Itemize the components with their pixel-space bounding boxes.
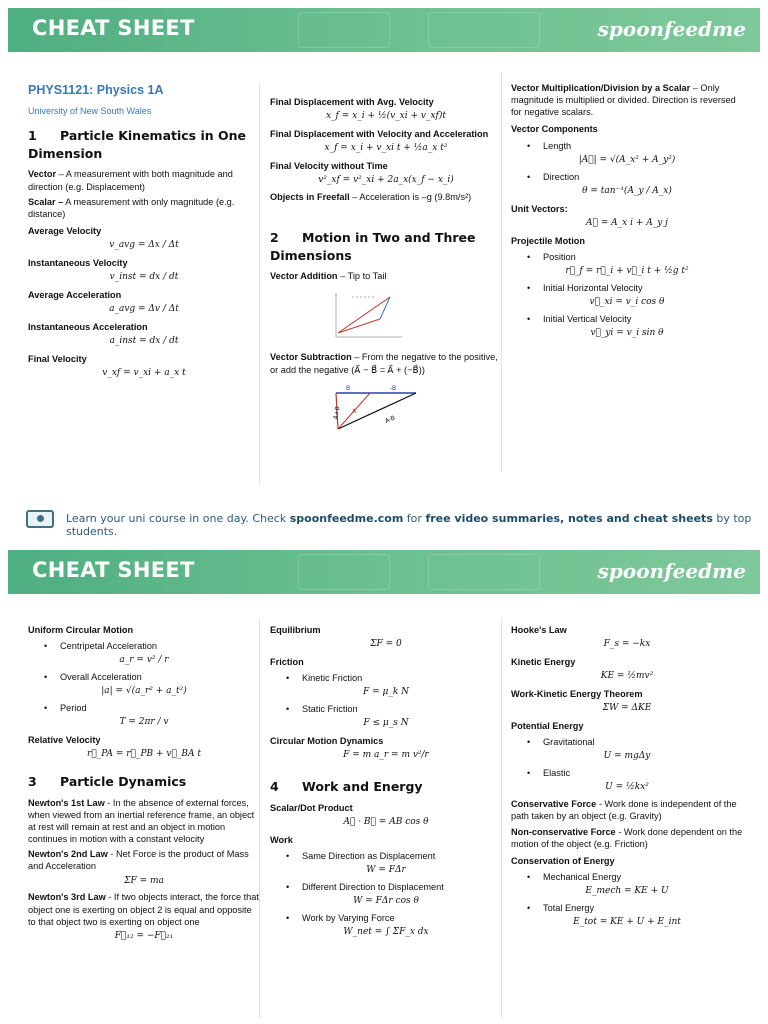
eq-final-velocity: v_xf = v_xi + a_x t	[102, 368, 186, 379]
eq-kinetic-energy: KE = ½mv²	[600, 671, 654, 682]
promo-text: Learn your uni course in one day. Check spoonfeedme.com for free video summaries, notes and cheat sheets by top students.	[66, 512, 752, 538]
university-name: University of New South Wales	[28, 105, 152, 116]
column-3	[511, 72, 743, 344]
column-1	[28, 72, 260, 384]
heading-work: Work	[270, 834, 293, 845]
figure-label-a-plus-b: A+B	[332, 405, 342, 420]
header-banner-2	[8, 550, 760, 594]
bullet-different-direction: • Different Direction to Displacement	[270, 881, 502, 893]
heading-relative-velocity: Relative Velocity	[28, 735, 101, 746]
figure-label-b: B	[346, 384, 351, 392]
eq-final-velocity-no-time: v²_xf = v²_xi + 2a_x(x_f − x_i)	[318, 175, 454, 186]
heading-circular-motion-dynamics: Circular Motion Dynamics	[270, 736, 384, 747]
eq-same-direction: W = FΔr	[366, 865, 406, 875]
figure-label-neg-b: -B	[390, 384, 397, 392]
column-2	[270, 72, 502, 440]
eq-varying-force: W_net = ∫ ΣF_x dx	[343, 927, 429, 938]
bullet-static-friction: • Static Friction	[270, 703, 502, 715]
eq-static-friction: F ≤ μ_s N	[363, 718, 409, 729]
conservative-force-note: Conservative Force - Work done is independent of the path taken by an object (e.g. Gravity)	[511, 799, 737, 822]
eq-kinetic-friction: F = μ_k N	[362, 687, 410, 698]
newton-third-law: Newton's 3rd Law - If two objects interact, the force that object one is exerting on object 2 is equal and opposite to that object two is exerting on object one	[28, 892, 259, 927]
vector-subtraction-note: Vector Subtraction – From the negative to the positive, or add the negative (A⃗ − B⃗ = A⃗ + (−B⃗))	[270, 352, 498, 375]
brand-logo-2[interactable]: spoonfeedme	[597, 559, 746, 583]
eq-average-acceleration: a_avg = Δv / Δt	[109, 304, 179, 315]
section-heading-1: 1 Particle Kinematics in One Dimension	[28, 128, 247, 161]
eq-average-velocity: v_avg = Δx / Δt	[109, 240, 179, 251]
brand-logo[interactable]: spoonfeedme	[597, 17, 746, 41]
figure-label-a-minus-b: A-B	[384, 414, 397, 425]
bullet-period: • Period	[28, 702, 260, 714]
figure-label-a: A	[352, 407, 357, 415]
eq-newton-second-law: ΣF = ma	[124, 875, 164, 886]
heading-conservation-of-energy: Conservation of Energy	[511, 855, 615, 866]
bullet-kinetic-friction: • Kinetic Friction	[270, 672, 502, 684]
column-1-p2	[28, 614, 260, 947]
cheat-sheet-title-2: CHEAT SHEET	[32, 558, 195, 582]
heading-equilibrium: Equilibrium	[270, 625, 321, 635]
heading-dot-product: Scalar/Dot Product	[270, 802, 353, 813]
promo-footer	[8, 500, 760, 538]
course-code: PHYS1121: Physics 1A	[28, 83, 164, 97]
scalar-definition: Scalar – A measurement with only magnitude (e.g. distance)	[28, 196, 235, 219]
eq-total-energy: E_tot = KE + U + E_int	[573, 917, 681, 928]
eq-position: r⃗_f = r⃗_i + v⃗_i t + ½g t²	[565, 265, 689, 276]
eq-initial-vertical-velocity: v⃗_yi = v_i sin θ	[590, 327, 664, 338]
eq-mechanical-energy: E_mech = KE + U	[585, 886, 669, 897]
eq-dot-product: A⃗ · B⃗ = AB cos θ	[343, 816, 429, 827]
non-conservative-force-note: Non-conservative Force - Work done dependent on the motion of the object (e.g. Friction)	[511, 826, 743, 849]
eq-final-displacement-avg: x_f = x_i + ½(v_xi + v_xf)t	[325, 111, 447, 122]
eq-unit-vectors: A⃗ = A_x i + A_y j	[586, 217, 668, 228]
heading-final-velocity: Final Velocity	[28, 354, 87, 364]
section-heading-4: 4 Work and Energy	[270, 779, 423, 795]
heading-potential-energy: Potential Energy	[511, 721, 584, 732]
bullet-varying-force: • Work by Varying Force	[270, 912, 502, 924]
page-1	[8, 72, 760, 492]
bullet-initial-vertical-velocity: • Initial Vertical Velocity	[511, 313, 743, 325]
heading-uniform-circular-motion: Uniform Circular Motion	[28, 625, 134, 635]
heading-average-velocity: Average Velocity	[28, 225, 102, 236]
heading-work-ke-theorem: Work-Kinetic Energy Theorem	[511, 689, 643, 700]
video-play-icon[interactable]	[26, 510, 54, 528]
eq-direction: θ = tan⁻¹(A_y / A_x)	[582, 185, 672, 196]
bullet-elastic: • Elastic	[511, 767, 743, 779]
eq-gravitational: U = mgΔy	[603, 751, 651, 762]
section-heading-3: 3 Particle Dynamics	[28, 774, 187, 790]
heading-instantaneous-acceleration: Instantaneous Acceleration	[28, 321, 148, 332]
vector-addition-figure	[330, 289, 406, 341]
bullet-centripetal: • Centripetal Acceleration	[28, 640, 260, 652]
vector-subtraction-figure	[330, 383, 430, 433]
freefall-note: Objects in Freefall – Acceleration is –g (9.8m/s²)	[270, 192, 472, 203]
heading-hookes-law: Hooke's Law	[511, 625, 567, 635]
eq-elastic: U = ½kx²	[605, 782, 649, 793]
newton-first-law: Newton's 1st Law - In the absence of external forces, when viewed from an inertial reference frame, an object at rest will remain at rest and an object in motion continues in motion with a constant velocity	[28, 797, 255, 845]
bullet-position: • Position	[511, 251, 743, 263]
scalar-multiplication-note: Vector Multiplication/Division by a Scalar – Only magnitude is multiplied or divided. Direction is reversed for negative scalars.	[511, 83, 736, 118]
bullet-mechanical-energy: • Mechanical Energy	[511, 871, 743, 883]
column-2-p2	[270, 614, 502, 943]
eq-relative-velocity: r⃗_PA = r⃗_PB + v⃗_BA t	[87, 749, 201, 760]
column-3-p2	[511, 614, 743, 933]
heading-final-displacement-avg: Final Displacement with Avg. Velocity	[270, 97, 434, 107]
eq-final-displacement-va: x_f = x_i + v_xi t + ½a_x t²	[324, 143, 448, 154]
heading-vector-components: Vector Components	[511, 124, 598, 135]
eq-instantaneous-velocity: v_inst = dx / dt	[109, 272, 179, 283]
eq-overall-acceleration: |a| = √(a_r² + a_t²)	[101, 686, 187, 697]
eq-length: |A⃗| = √(A_x² + A_y²)	[578, 154, 676, 165]
eq-circular-motion-dynamics: F = m a_r = m v²/r	[343, 750, 429, 761]
heading-friction: Friction	[270, 657, 304, 668]
eq-different-direction: W = FΔr cos θ	[353, 896, 419, 907]
page-2	[8, 614, 760, 1020]
eq-hookes-law: F_s = −kx	[603, 639, 651, 650]
vector-definition: Vector – A measurement with both magnitude and direction (e.g. Displacement)	[28, 169, 233, 192]
bullet-overall-acceleration: • Overall Acceleration	[28, 671, 260, 683]
heading-kinetic-energy: Kinetic Energy	[511, 657, 576, 668]
bullet-total-energy: • Total Energy	[511, 902, 743, 914]
eq-initial-horizontal-velocity: v⃗_xi = v_i cos θ	[589, 296, 665, 307]
heading-average-acceleration: Average Acceleration	[28, 289, 122, 300]
cheat-sheet-title: CHEAT SHEET	[32, 16, 195, 40]
promo-site-link[interactable]: spoonfeedme.com	[289, 512, 404, 525]
heading-final-velocity-no-time: Final Velocity without Time	[270, 161, 388, 172]
bullet-initial-horizontal-velocity: • Initial Horizontal Velocity	[511, 282, 743, 294]
section-heading-2: 2 Motion in Two and Three Dimensions	[270, 230, 476, 263]
bullet-direction: • Direction	[511, 171, 743, 183]
bullet-same-direction: • Same Direction as Displacement	[270, 850, 502, 862]
eq-centripetal: a_r = v² / r	[119, 655, 169, 666]
header-banner-1	[8, 8, 760, 52]
eq-newton-third-law: F⃗₁₂ = −F⃗₂₁	[114, 930, 174, 941]
eq-period: T = 2πr / v	[119, 717, 169, 728]
bullet-gravitational: • Gravitational	[511, 736, 743, 748]
heading-projectile-motion: Projectile Motion	[511, 235, 586, 246]
vector-addition-note: Vector Addition – Tip to Tail	[270, 271, 387, 282]
heading-unit-vectors: Unit Vectors:	[511, 203, 568, 214]
heading-instantaneous-velocity: Instantaneous Velocity	[28, 257, 128, 268]
eq-instantaneous-acceleration: a_inst = dx / dt	[109, 336, 179, 347]
bullet-length: • Length	[511, 140, 743, 152]
newton-second-law: Newton's 2nd Law - Net Force is the product of Mass and Acceleration	[28, 849, 249, 872]
heading-final-displacement-va: Final Displacement with Velocity and Acceleration	[270, 129, 489, 140]
eq-equilibrium: ΣF = 0	[370, 639, 402, 650]
eq-work-ke-theorem: ΣW = ΔKE	[602, 703, 652, 714]
